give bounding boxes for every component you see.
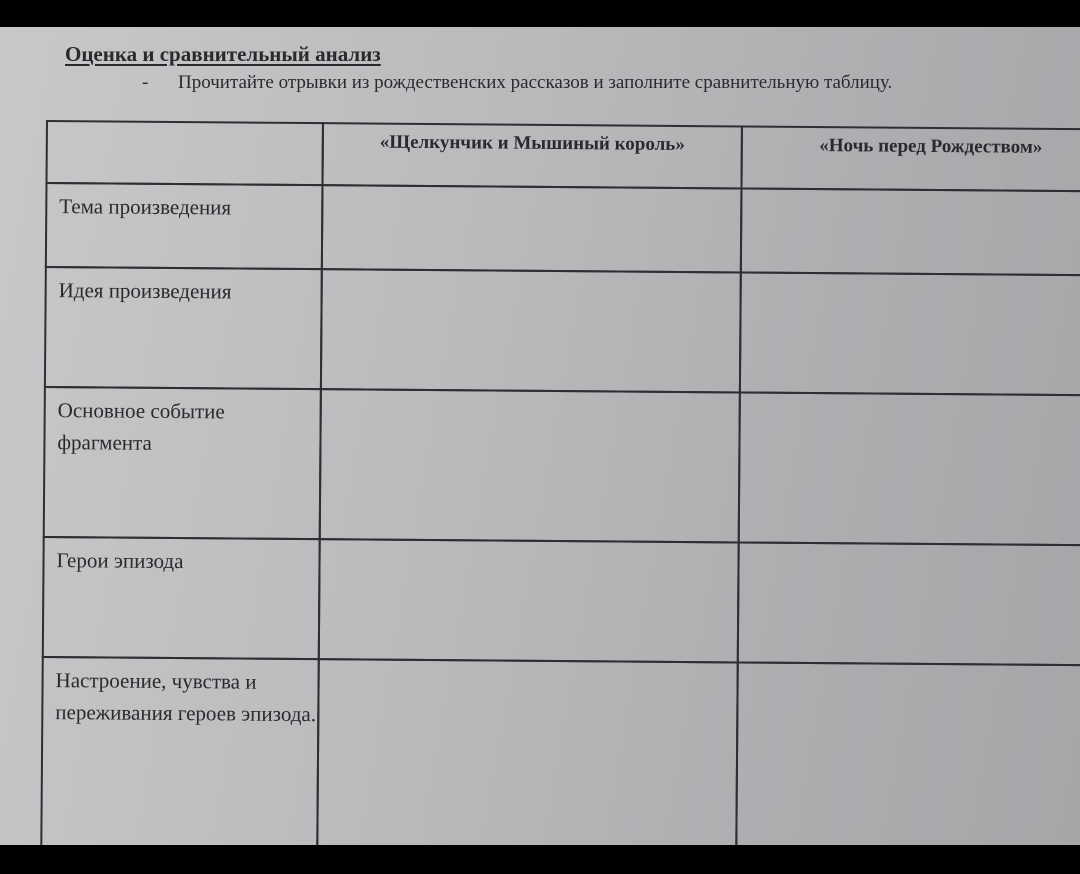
cell-event-night[interactable] — [738, 391, 1080, 546]
bottom-black-bar — [0, 845, 1080, 874]
cell-heroes-nutcracker[interactable] — [318, 538, 740, 663]
cell-idea-nutcracker[interactable] — [320, 268, 742, 393]
cell-heroes-night[interactable] — [737, 541, 1080, 666]
header-empty-cell — [45, 120, 323, 186]
cell-mood-night[interactable] — [735, 661, 1080, 845]
cell-idea-night[interactable] — [739, 271, 1080, 396]
row-label-theme: Тема произведения — [45, 182, 324, 270]
page-title: Оценка и сравнительный анализ — [65, 42, 381, 66]
top-black-bar — [0, 0, 1080, 27]
cell-theme-night[interactable] — [740, 187, 1080, 276]
comparison-table — [40, 120, 1080, 845]
row-label-idea: Идея произведения — [44, 266, 323, 390]
bullet-dash: - — [142, 72, 149, 93]
row-label-heroes: Герои эпизода — [42, 536, 321, 660]
header-night-before-christmas: «Ночь перед Рождеством» — [740, 125, 1080, 192]
row-label-mood: Настроение, чувства и переживания героев эпизода. — [40, 656, 320, 845]
instruction-text: Прочитайте отрывки из рождественских рассказов и заполните сравнительную таблицу. — [178, 72, 893, 93]
row-label-main-event: Основное событие фрагмента — [43, 386, 322, 540]
cell-event-nutcracker[interactable] — [319, 388, 741, 543]
cell-theme-nutcracker[interactable] — [321, 184, 743, 273]
worksheet-photo — [0, 27, 1080, 845]
instruction-line — [142, 72, 892, 94]
header-nutcracker: «Щелкунчик и Мышиный король» — [321, 122, 742, 189]
cell-mood-nutcracker[interactable] — [316, 658, 739, 845]
